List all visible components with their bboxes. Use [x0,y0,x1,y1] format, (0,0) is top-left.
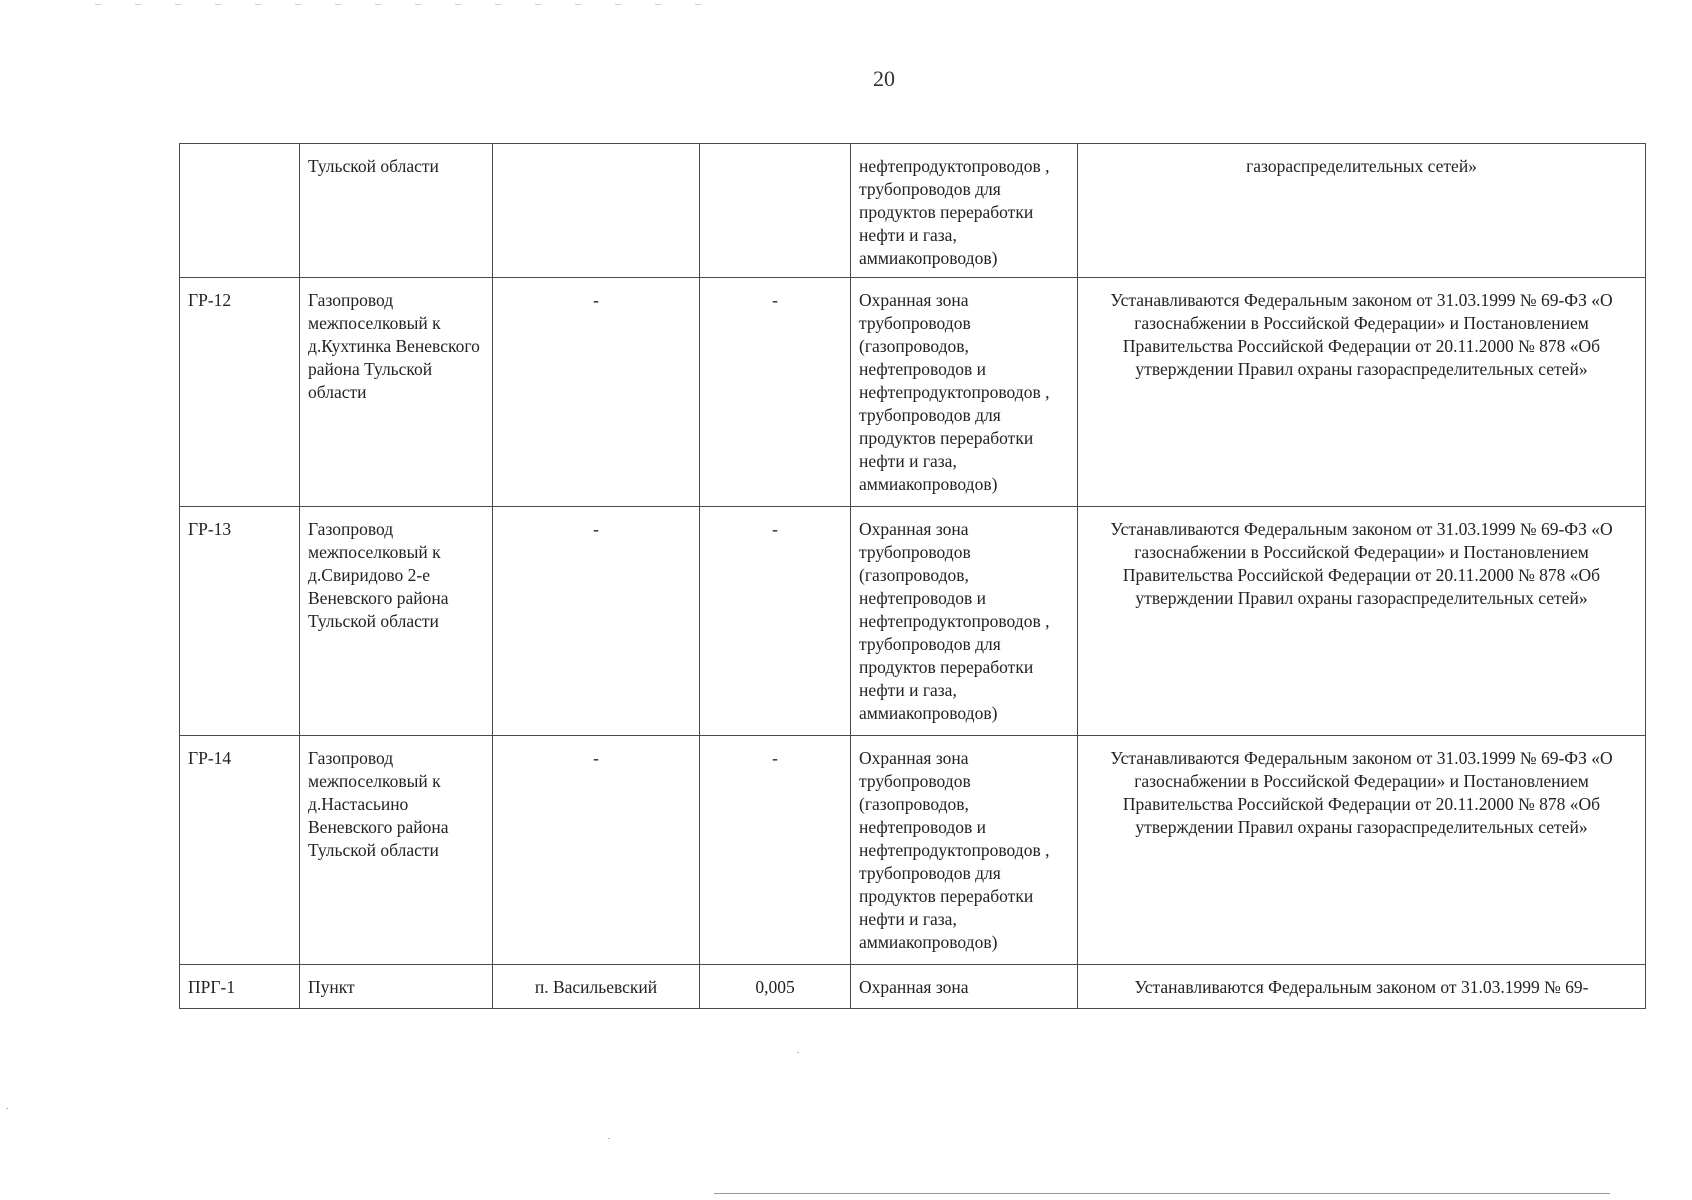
scan-speck [608,1138,610,1139]
location-cell: - [493,507,700,736]
table-row [180,278,1646,507]
object-name-cell: Пункт [300,965,493,1009]
scan-speck [6,1108,8,1109]
zones-table [179,143,1646,1009]
object-code-cell [180,144,300,278]
zone-type-cell: Охранная зона трубопроводов (газопроводов, нефтепроводов и нефтепродуктопроводов , трубопроводов для продуктов переработки нефти и газа, аммиакопроводов) [851,736,1078,965]
area-cell: - [700,278,851,507]
object-name-cell: Тульской области [300,144,493,278]
zone-type-cell: Охранная зона трубопроводов (газопроводов, нефтепроводов и нефтепродуктопроводов , трубопроводов для продуктов переработки нефти и газа, аммиакопроводов) [851,507,1078,736]
legal-basis-cell: Устанавливаются Федеральным законом от 31.03.1999 № 69- [1078,965,1646,1009]
scan-noise [95,4,735,5]
zone-type-cell: Охранная зона [851,965,1078,1009]
area-cell: 0,005 [700,965,851,1009]
page-number: 20 [873,66,895,91]
scan-speck [797,1052,799,1053]
area-cell: - [700,507,851,736]
table-row [180,144,1646,278]
legal-basis-cell: Устанавливаются Федеральным законом от 31.03.1999 № 69-ФЗ «О газоснабжении в Российской Федерации» и Постановлением Правительства Российской Федерации от 20.11.2000 № 878 «Об утверждении Правил охраны газораспределительных сетей» [1078,507,1646,736]
location-cell [493,144,700,278]
object-name-cell: Газопровод межпоселковый к д.Кухтинка Веневского района Тульской области [300,278,493,507]
table-row [180,736,1646,965]
object-code-cell: ГР-14 [180,736,300,965]
zone-type-cell: нефтепродуктопроводов , трубопроводов для продуктов переработки нефти и газа, аммиакопроводов) [851,144,1078,278]
legal-basis-cell: газораспределительных сетей» [1078,144,1646,278]
location-cell: - [493,736,700,965]
object-code-cell: ГР-12 [180,278,300,507]
location-cell: п. Васильевский [493,965,700,1009]
area-cell [700,144,851,278]
location-cell: - [493,278,700,507]
zone-type-cell: Охранная зона трубопроводов (газопроводов, нефтепроводов и нефтепродуктопроводов , трубопроводов для продуктов переработки нефти и газа, аммиакопроводов) [851,278,1078,507]
legal-basis-cell: Устанавливаются Федеральным законом от 31.03.1999 № 69-ФЗ «О газоснабжении в Российской Федерации» и Постановлением Правительства Российской Федерации от 20.11.2000 № 878 «Об утверждении Правил охраны газораспределительных сетей» [1078,736,1646,965]
object-name-cell: Газопровод межпоселковый к д.Настасьино Веневского района Тульской области [300,736,493,965]
area-cell: - [700,736,851,965]
object-name-cell: Газопровод межпоселковый к д.Свиридово 2-е Веневского района Тульской области [300,507,493,736]
object-code-cell: ГР-13 [180,507,300,736]
legal-basis-cell: Устанавливаются Федеральным законом от 31.03.1999 № 69-ФЗ «О газоснабжении в Российской Федерации» и Постановлением Правительства Российской Федерации от 20.11.2000 № 878 «Об утверждении Правил охраны газораспределительных сетей» [1078,278,1646,507]
table-row [180,965,1646,1009]
table-row [180,507,1646,736]
scan-edge-line [714,1193,1610,1194]
object-code-cell: ПРГ-1 [180,965,300,1009]
